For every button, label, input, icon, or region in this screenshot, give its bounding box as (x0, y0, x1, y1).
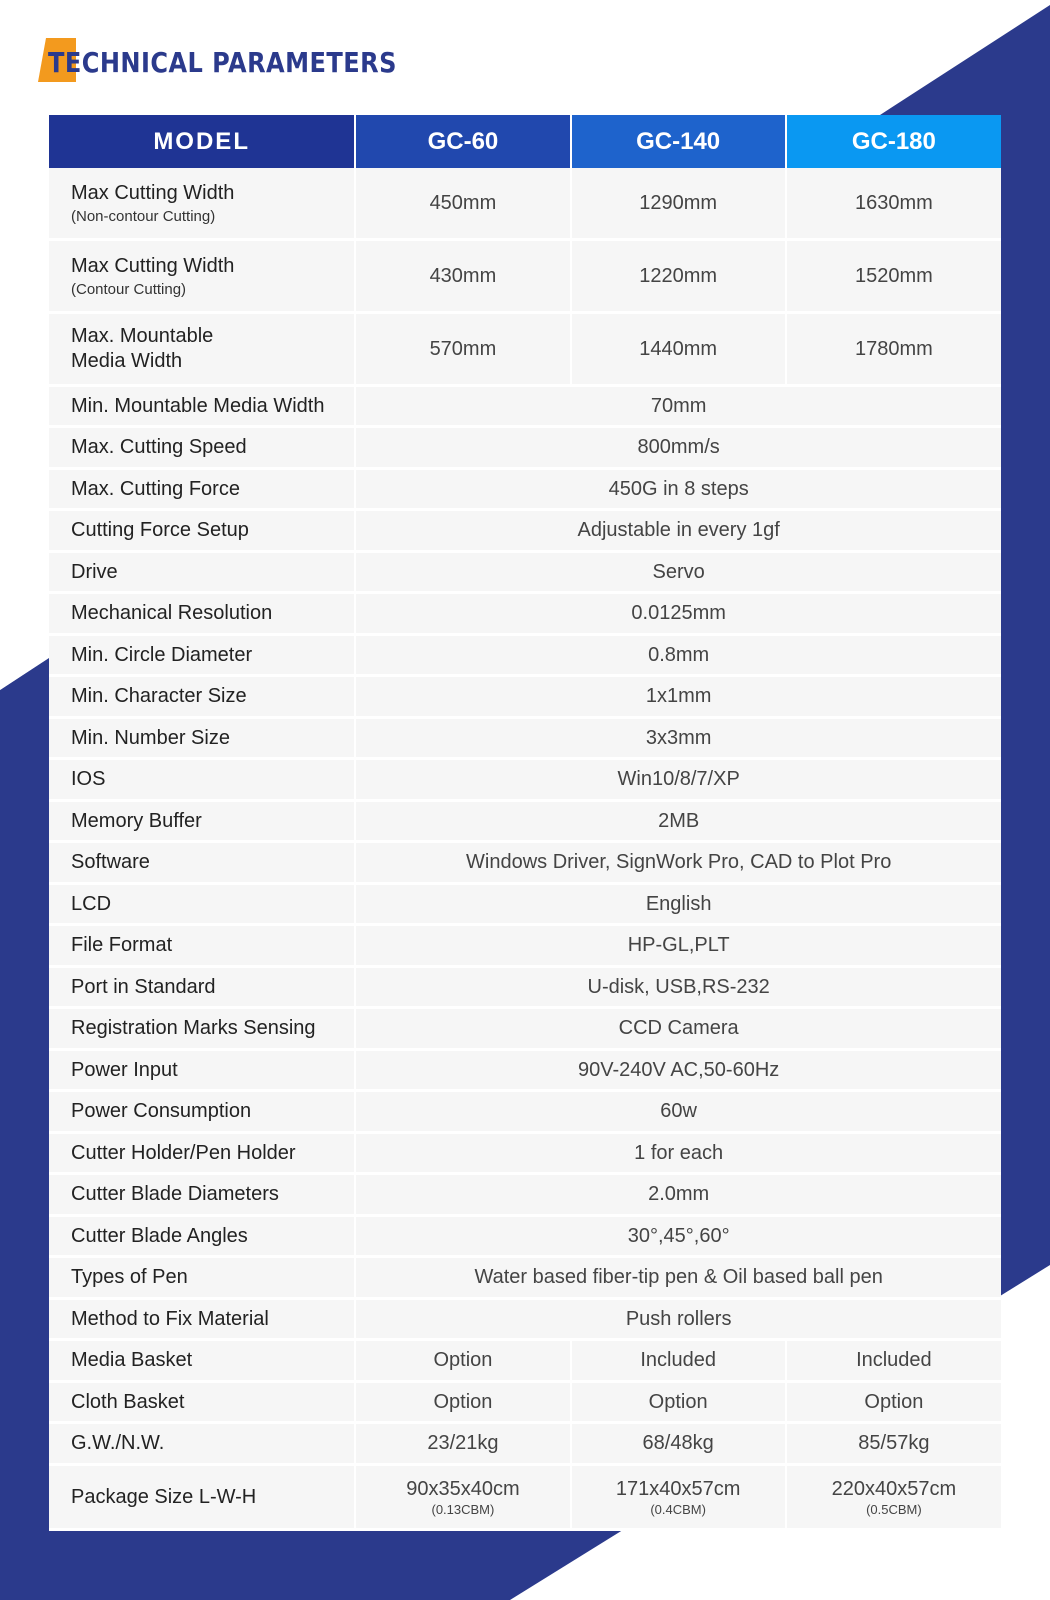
value-text: 1630mm (854, 191, 933, 214)
table-row (49, 1257, 1001, 1299)
row-label (49, 635, 355, 676)
row-value-gc180 (786, 168, 1001, 240)
row-label (49, 801, 355, 842)
row-label (49, 967, 355, 1008)
row-value: 0.8mm (355, 635, 1001, 676)
value-text: 171x40x57cm (615, 1477, 741, 1500)
value-subtext: (0.13CBM) (431, 1501, 495, 1517)
row-label-sub: (Non-contour Cutting) (71, 207, 216, 225)
row-value-gc60 (355, 168, 570, 240)
row-value-gc60 (355, 1340, 570, 1382)
row-value: Windows Driver, SignWork Pro, CAD to Plot Pro (355, 842, 1001, 884)
row-label-text: Power Input (71, 1058, 178, 1081)
row-label-text: Software (71, 851, 150, 873)
row-label-text: Power Consumption (71, 1100, 252, 1122)
row-label (49, 1465, 355, 1530)
row-label (49, 1133, 355, 1174)
row-label (49, 469, 355, 510)
table-row (49, 168, 1001, 240)
row-value-gc140 (571, 1340, 786, 1382)
row-label (49, 313, 355, 386)
row-label-sub: (Contour Cutting) (71, 280, 187, 298)
row-value-gc180 (786, 1465, 1001, 1530)
table-row (49, 842, 1001, 884)
spec-table (49, 115, 1001, 1531)
header-model: MODEL (49, 115, 355, 168)
row-label-text: Package Size L-W-H (71, 1485, 257, 1508)
row-label (49, 1050, 355, 1091)
row-value-gc60 (355, 313, 570, 386)
row-label (49, 842, 355, 884)
table-row (49, 1216, 1001, 1257)
spec-table-body (49, 168, 1001, 1530)
row-label-text: Method to Fix Material (71, 1307, 269, 1330)
row-value-gc180 (786, 1423, 1001, 1465)
page-title: TECHNICAL PARAMETERS (48, 46, 397, 79)
row-value-gc60 (355, 1382, 570, 1423)
value-text: Option (433, 1390, 493, 1413)
value-text: Option (433, 1349, 493, 1371)
value-text: 85/57kg (858, 1432, 930, 1454)
row-label (49, 1216, 355, 1257)
table-row (49, 1299, 1001, 1340)
table-row (49, 967, 1001, 1008)
table-row (49, 884, 1001, 925)
row-label-text: Memory Buffer (71, 809, 202, 832)
value-subtext: (0.5CBM) (866, 1501, 922, 1517)
table-row (49, 1091, 1001, 1133)
row-label-text: Max Cutting Width (71, 181, 235, 204)
row-label-text: Cutter Blade Diameters (71, 1183, 279, 1205)
row-value-gc140 (571, 1382, 786, 1423)
row-label (49, 510, 355, 552)
row-value: 2MB (355, 801, 1001, 842)
row-label-text: Port in Standard (71, 975, 216, 998)
row-label-sub: Media Width (71, 350, 183, 372)
row-value-gc140 (571, 240, 786, 313)
row-value-gc60 (355, 1423, 570, 1465)
table-row (49, 240, 1001, 313)
table-row (49, 1423, 1001, 1465)
table-row (49, 427, 1001, 469)
row-value-gc180 (786, 313, 1001, 386)
value-text: 1520mm (854, 264, 933, 287)
row-label (49, 759, 355, 801)
row-label-text: Min. Number Size (71, 726, 230, 749)
row-value: 1x1mm (355, 676, 1001, 718)
row-value: 60w (355, 1091, 1001, 1133)
row-label-text: Min. Circle Diameter (71, 643, 253, 666)
row-label (49, 1257, 355, 1299)
value-text: 23/21kg (427, 1432, 499, 1454)
row-value: U-disk, USB,RS-232 (355, 967, 1001, 1008)
row-label-text: Min. Character Size (71, 685, 247, 707)
table-row (49, 801, 1001, 842)
value-text: 1440mm (639, 337, 718, 360)
table-row (49, 552, 1001, 593)
value-text: Option (648, 1390, 708, 1413)
table-row (49, 1133, 1001, 1174)
row-label-text: Cutting Force Setup (71, 519, 249, 541)
value-text: 430mm (429, 264, 497, 287)
table-row (49, 925, 1001, 967)
row-value-gc140 (571, 1423, 786, 1465)
value-text: 1220mm (639, 264, 718, 287)
table-row (49, 759, 1001, 801)
row-label (49, 386, 355, 427)
table-row (49, 1465, 1001, 1530)
row-label (49, 676, 355, 718)
row-value: 3x3mm (355, 718, 1001, 759)
table-row (49, 635, 1001, 676)
table-row (49, 676, 1001, 718)
value-text: 450mm (429, 191, 497, 214)
row-label-text: Mechanical Resolution (71, 602, 273, 624)
row-label-text: Cutter Blade Angles (71, 1224, 248, 1247)
row-value: 450G in 8 steps (355, 469, 1001, 510)
row-label (49, 552, 355, 593)
row-value-gc180 (786, 1340, 1001, 1382)
row-value: HP-GL,PLT (355, 925, 1001, 967)
value-text: 68/48kg (642, 1432, 714, 1454)
value-text: 1780mm (854, 337, 933, 360)
table-row (49, 1174, 1001, 1216)
row-label (49, 240, 355, 313)
table-row (49, 718, 1001, 759)
row-label-text: Drive (71, 560, 118, 583)
header-gc140: GC-140 (571, 115, 786, 168)
row-label-text: Cloth Basket (71, 1390, 185, 1413)
row-value: 70mm (355, 386, 1001, 427)
row-value-gc140 (571, 1465, 786, 1530)
value-text: Option (864, 1390, 924, 1413)
table-row (49, 1008, 1001, 1050)
table-row (49, 386, 1001, 427)
table-row (49, 469, 1001, 510)
row-label (49, 427, 355, 469)
row-label (49, 1174, 355, 1216)
value-subtext: (0.4CBM) (650, 1501, 706, 1517)
row-value: 800mm/s (355, 427, 1001, 469)
row-value-gc140 (571, 313, 786, 386)
table-row (49, 510, 1001, 552)
table-row (49, 593, 1001, 635)
row-value-gc180 (786, 1382, 1001, 1423)
row-value: English (355, 884, 1001, 925)
header-gc60: GC-60 (355, 115, 570, 168)
row-label (49, 1340, 355, 1382)
table-row (49, 313, 1001, 386)
table-row (49, 1340, 1001, 1382)
value-text: 220x40x57cm (831, 1477, 957, 1500)
row-label-text: File Format (71, 934, 173, 956)
header-gc180: GC-180 (786, 115, 1001, 168)
header-row (49, 115, 1001, 168)
row-label (49, 925, 355, 967)
row-label (49, 1382, 355, 1423)
row-value-gc60 (355, 240, 570, 313)
row-label-text: Min. Mountable Media Width (71, 394, 325, 417)
row-label-text: Types of Pen (71, 1266, 188, 1288)
row-label-text: Max Cutting Width (71, 254, 235, 277)
row-label-text: G.W./N.W. (71, 1432, 165, 1454)
row-value: 1 for each (355, 1133, 1001, 1174)
row-label (49, 593, 355, 635)
row-label (49, 168, 355, 240)
table-row (49, 1050, 1001, 1091)
value-text: 1290mm (639, 191, 718, 214)
row-label (49, 1008, 355, 1050)
row-label-text: IOS (71, 768, 106, 790)
row-label-text: LCD (71, 892, 112, 915)
row-value-gc140 (571, 168, 786, 240)
row-value: 2.0mm (355, 1174, 1001, 1216)
row-value: Push rollers (355, 1299, 1001, 1340)
row-value-gc60 (355, 1465, 570, 1530)
value-text: Included (856, 1349, 932, 1371)
row-label-text: Max. Cutting Speed (71, 436, 247, 458)
row-label-text: Media Basket (71, 1349, 193, 1371)
row-value: Win10/8/7/XP (355, 759, 1001, 801)
row-label (49, 1091, 355, 1133)
row-label-text: Cutter Holder/Pen Holder (71, 1141, 296, 1164)
row-label-text: Max. Cutting Force (71, 477, 240, 500)
row-value: CCD Camera (355, 1008, 1001, 1050)
row-label (49, 718, 355, 759)
row-label (49, 1299, 355, 1340)
row-label (49, 1423, 355, 1465)
row-value: 30°,45°,60° (355, 1216, 1001, 1257)
row-label (49, 884, 355, 925)
row-label-text: Max. Mountable (71, 325, 214, 347)
row-value: 90V-240V AC,50-60Hz (355, 1050, 1001, 1091)
row-value: Water based fiber-tip pen & Oil based ball pen (355, 1257, 1001, 1299)
row-value: Servo (355, 552, 1001, 593)
value-text: 570mm (429, 337, 497, 360)
row-value: Adjustable in every 1gf (355, 510, 1001, 552)
row-value: 0.0125mm (355, 593, 1001, 635)
row-value-gc180 (786, 240, 1001, 313)
value-text: Included (640, 1349, 716, 1371)
table-row (49, 1382, 1001, 1423)
row-label-text: Registration Marks Sensing (71, 1017, 316, 1039)
value-text: 90x35x40cm (406, 1477, 520, 1500)
